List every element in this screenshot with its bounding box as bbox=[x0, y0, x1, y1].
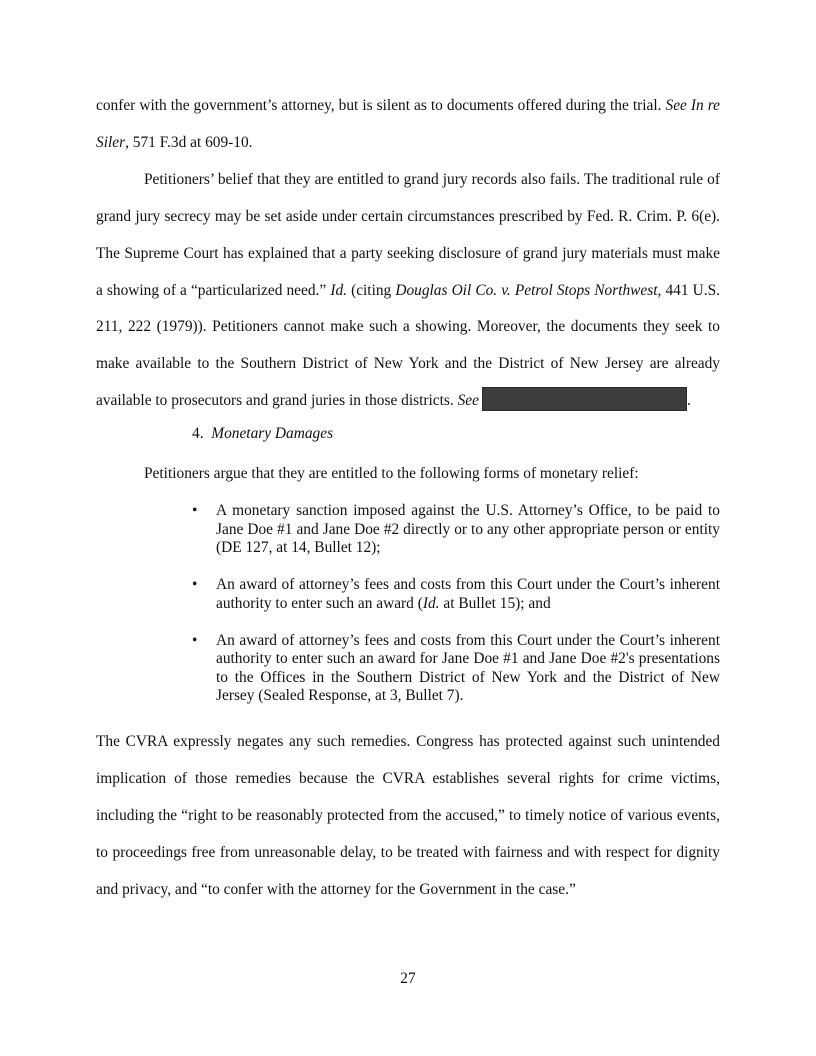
paragraph-grand-jury: Petitioners’ belief that they are entitled to grand jury records also fails. The traditional rule of grand jury secrecy may be set aside under certain circumstances prescribed by Fed. R. Crim. P. 6(e). The Supreme Court has explained that a party seeking disclosure of grand jury materials must make a showing of a “particularized need.” Id. (citing Douglas Oil Co. v. Petrol Stops Northwest, 441 U.S. 211, 222 (1979)). Petitioners cannot make such a showing. Moreover, the documents they seek to make available to the Southern District of New York and the District of New Jersey are already available to prosecutors and grand juries in those districts. See . bbox=[96, 170, 721, 410]
case-citation: Douglas Oil Co. v. Petrol Stops Northwest bbox=[395, 281, 658, 299]
document-body bbox=[96, 88, 720, 909]
list-item: • A monetary sanction imposed against the U.S. Attorney’s Office, to be paid to Jane Doe #1 and Jane Doe #2 directly or to any other appropriate person or entity (DE 127, at 14, Bullet 12); bbox=[192, 502, 720, 557]
id-citation: Id. bbox=[330, 281, 347, 299]
bullet-icon: • bbox=[192, 576, 198, 594]
signal-see: See bbox=[457, 392, 479, 410]
paragraph-cvra: The CVRA expressly negates any such remedies. Congress has protected against such unintended implication of those remedies because the CVRA establishes several rights for crime victims, including the “right to be reasonably protected from the accused,” to timely notice of various events, to proceedings free from unreasonable delay, to be treated with fairness and with respect for dignity and privacy, and “to confer with the attorney for the Government in the case.” bbox=[96, 733, 720, 898]
signal-see: See bbox=[665, 97, 687, 114]
bullet-icon: • bbox=[192, 502, 198, 520]
section-title: Monetary Damages bbox=[211, 425, 334, 443]
paragraph-continuation: confer with the government’s attorney, but is silent as to documents offered during the trial. See In re Siler, 571 F.3d at 609-10. bbox=[96, 97, 720, 151]
intro-sentence: Petitioners argue that they are entitled to the following forms of monetary relief: bbox=[144, 465, 639, 483]
relief-list bbox=[96, 502, 720, 706]
page-number: 27 bbox=[400, 970, 416, 987]
case-citation: In re Siler bbox=[96, 97, 720, 151]
list-item: • An award of attorney’s fees and costs from this Court under the Court’s inherent authority to enter such an award for Jane Doe #1 and Jane Doe #2's presentations to the Offices in the Southern District of New York and the District of New Jersey (Sealed Response, at 3, Bullet 7). bbox=[192, 631, 720, 705]
bullet-icon: • bbox=[192, 631, 198, 649]
redaction-block bbox=[482, 387, 687, 411]
section-heading: 4. Monetary Damages bbox=[192, 425, 334, 443]
list-item: • An award of attorney’s fees and costs from this Court under the Court’s inherent authority to enter such an award (Id. at Bullet 15); and bbox=[192, 576, 720, 612]
